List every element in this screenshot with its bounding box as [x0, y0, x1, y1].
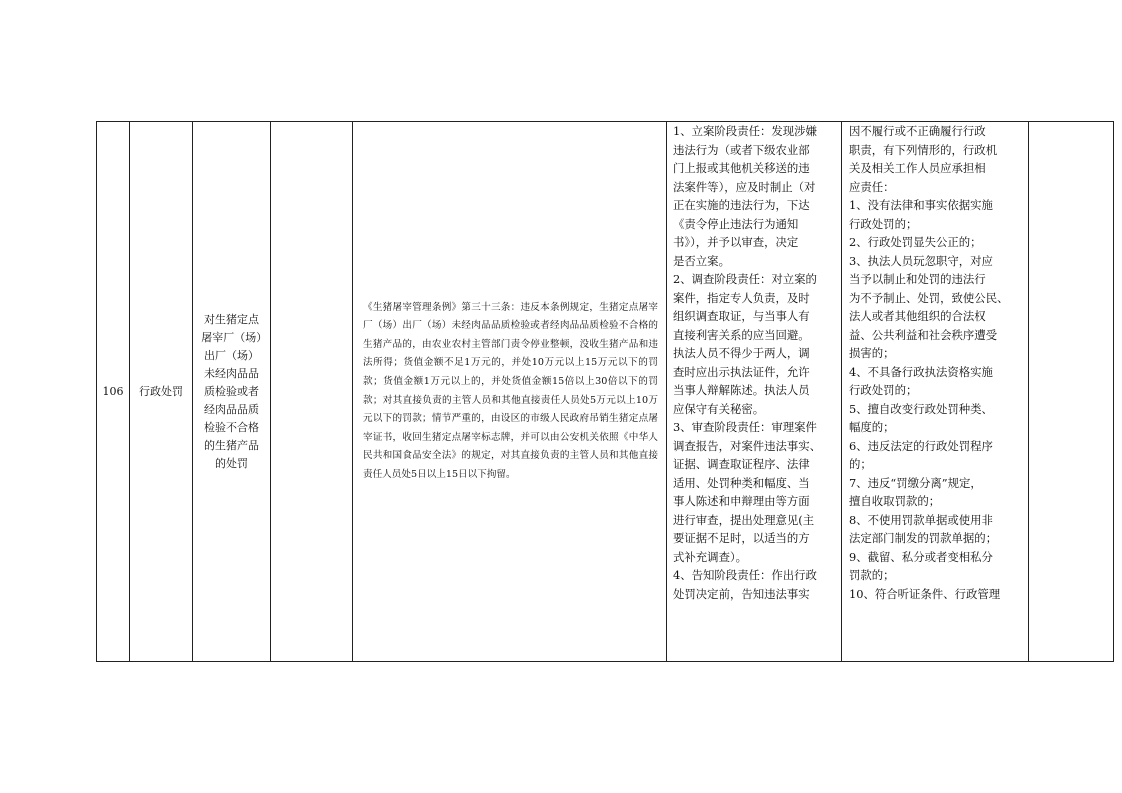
- accountability-line: 行政处罚的；: [849, 216, 918, 231]
- responsibility-line: 《责令停止违法行为通知: [673, 216, 799, 231]
- responsibility-line: 法案件等），应及时制止（对: [673, 179, 816, 194]
- accountability-line: 10、符合听证条件、行政管理: [849, 586, 1001, 601]
- power-list-table: [96, 121, 1114, 662]
- accountability-line: 6、违反法定的行政处罚程序: [849, 438, 993, 453]
- accountability-line: 应责任：: [849, 179, 895, 194]
- accountability-line: 法人或者其他组织的合法权: [849, 309, 986, 323]
- power-category: 行政处罚: [130, 122, 193, 662]
- row-number: 106: [97, 122, 130, 662]
- responsibility-cell: [667, 122, 842, 662]
- responsibility-line: 案件，指定专人负责，及时: [673, 290, 810, 305]
- accountability-line: 擅自收取罚款的；: [849, 494, 941, 508]
- responsibility-line: 直接利害关系的应当回避。: [673, 327, 810, 342]
- responsibility-line: 查时应出示执法证件，允许: [673, 364, 810, 379]
- responsibility-line: 执法人员不得少于两人，调: [673, 346, 810, 360]
- accountability-line: 损害的；: [849, 346, 895, 360]
- responsibility-line: 事人陈述和申辩理由等方面: [673, 494, 810, 508]
- accountability-line: 4、不具备行政执法资格实施: [849, 364, 993, 379]
- accountability-text: [842, 122, 1028, 603]
- responsibility-line: 门上报或其他机关移送的违: [673, 161, 810, 175]
- responsibility-line: 式补充调查）。: [673, 549, 748, 564]
- accountability-line: 罚款的；: [849, 568, 895, 582]
- accountability-line: 1、没有法律和事实依据实施: [849, 198, 993, 212]
- accountability-line: 职责，有下列情形的，行政机: [849, 142, 998, 157]
- accountability-line: 当予以制止和处罚的违法行: [849, 272, 986, 286]
- accountability-line: 行政处罚的；: [849, 383, 918, 397]
- accountability-line: 幅度的；: [849, 420, 895, 434]
- responsibility-line: 书》），并予以审查，决定: [673, 235, 799, 249]
- responsibility-line: 组织调查取证，与当事人有: [673, 309, 810, 323]
- accountability-line: 8、不使用罚款单据或使用非: [849, 512, 993, 527]
- responsibility-line: 证据、调查取证程序、法律: [673, 457, 810, 471]
- responsibility-line: 应保守有关秘密。: [673, 401, 765, 416]
- accountability-line: 5、擅自改变行政处罚种类、: [849, 401, 993, 416]
- accountability-line: 因不履行或不正确履行行政: [849, 124, 986, 138]
- responsibility-line: 1、立案阶段责任：发现涉嫌: [673, 124, 817, 138]
- accountability-line: 7、违反“罚缴分离”规定，: [849, 475, 982, 490]
- legal-basis-cell: [353, 122, 667, 662]
- accountability-line: 为不予制止、处罚，致使公民、: [849, 290, 1009, 305]
- accountability-line: 9、截留、私分或者变相私分: [849, 549, 993, 564]
- sub-item-cell: [271, 122, 353, 662]
- responsibility-text: [667, 122, 841, 603]
- responsibility-line: 处罚决定前，告知违法事实: [673, 586, 810, 601]
- responsibility-line: 违法行为（或者下级农业部: [673, 142, 810, 157]
- accountability-line: 关及相关工作人员应承担相: [849, 161, 986, 175]
- table-row: [97, 122, 1114, 662]
- legal-basis-text: 《生猪屠宰管理条例》第三十三条：违反本条例规定，生猪定点屠宰厂（场）出厂（场）未经肉品品质检验或者经肉品品质检验不合格的生猪产品的，由农业农村主管部门责令停业整顿，没收生猪产品和违法所得；货值金额不足1万元的，并处10万元以上15万元以下的罚款；货值金额1万元以上的，并处货值金额15倍以上30倍以下的罚款；对其直接负责的主管人员和其他直接责任人员处5万元以上10万元以下的罚款；情节严重的，由设区的市级人民政府吊销生猪定点屠宰证书，收回生猪定点屠宰标志牌，并可以由公安机关依照《中华人民共和国食品安全法》的规定，对其直接负责的主管人员和其他直接责任人员处5日以上15日以下拘留。: [363, 301, 658, 480]
- responsibility-line: 进行审查，提出处理意见(主: [673, 512, 815, 527]
- accountability-cell: [842, 122, 1029, 662]
- accountability-line: 的；: [849, 457, 872, 471]
- responsibility-line: 4、告知阶段责任：作出行政: [673, 568, 817, 582]
- accountability-line: 法定部门制发的罚款单据的；: [849, 531, 998, 545]
- accountability-line: 3、执法人员玩忽职守，对应: [849, 253, 993, 268]
- responsibility-line: 适用、处罚种类和幅度、当: [673, 475, 810, 490]
- responsibility-line: 当事人辩解陈述。执法人员: [673, 383, 810, 397]
- accountability-line: 益、公共利益和社会秩序遭受: [849, 327, 998, 342]
- responsibility-line: 3、审查阶段责任：审理案件: [673, 420, 817, 434]
- power-item-name: 对生猪定点屠宰厂（场）出厂（场）未经肉品品质检验或者经肉品品质检验不合格的生猪产品的处罚: [193, 122, 271, 662]
- responsibility-line: 要证据不足时，以适当的方: [673, 531, 810, 545]
- responsibility-line: 正在实施的违法行为，下达: [673, 198, 810, 212]
- responsibility-line: 2、调查阶段责任：对立案的: [673, 272, 817, 286]
- responsibility-line: 是否立案。: [673, 253, 730, 268]
- remarks-cell: [1029, 122, 1114, 662]
- accountability-line: 2、行政处罚显失公正的；: [849, 235, 982, 249]
- responsibility-line: 调查报告，对案件违法事实、: [673, 438, 822, 453]
